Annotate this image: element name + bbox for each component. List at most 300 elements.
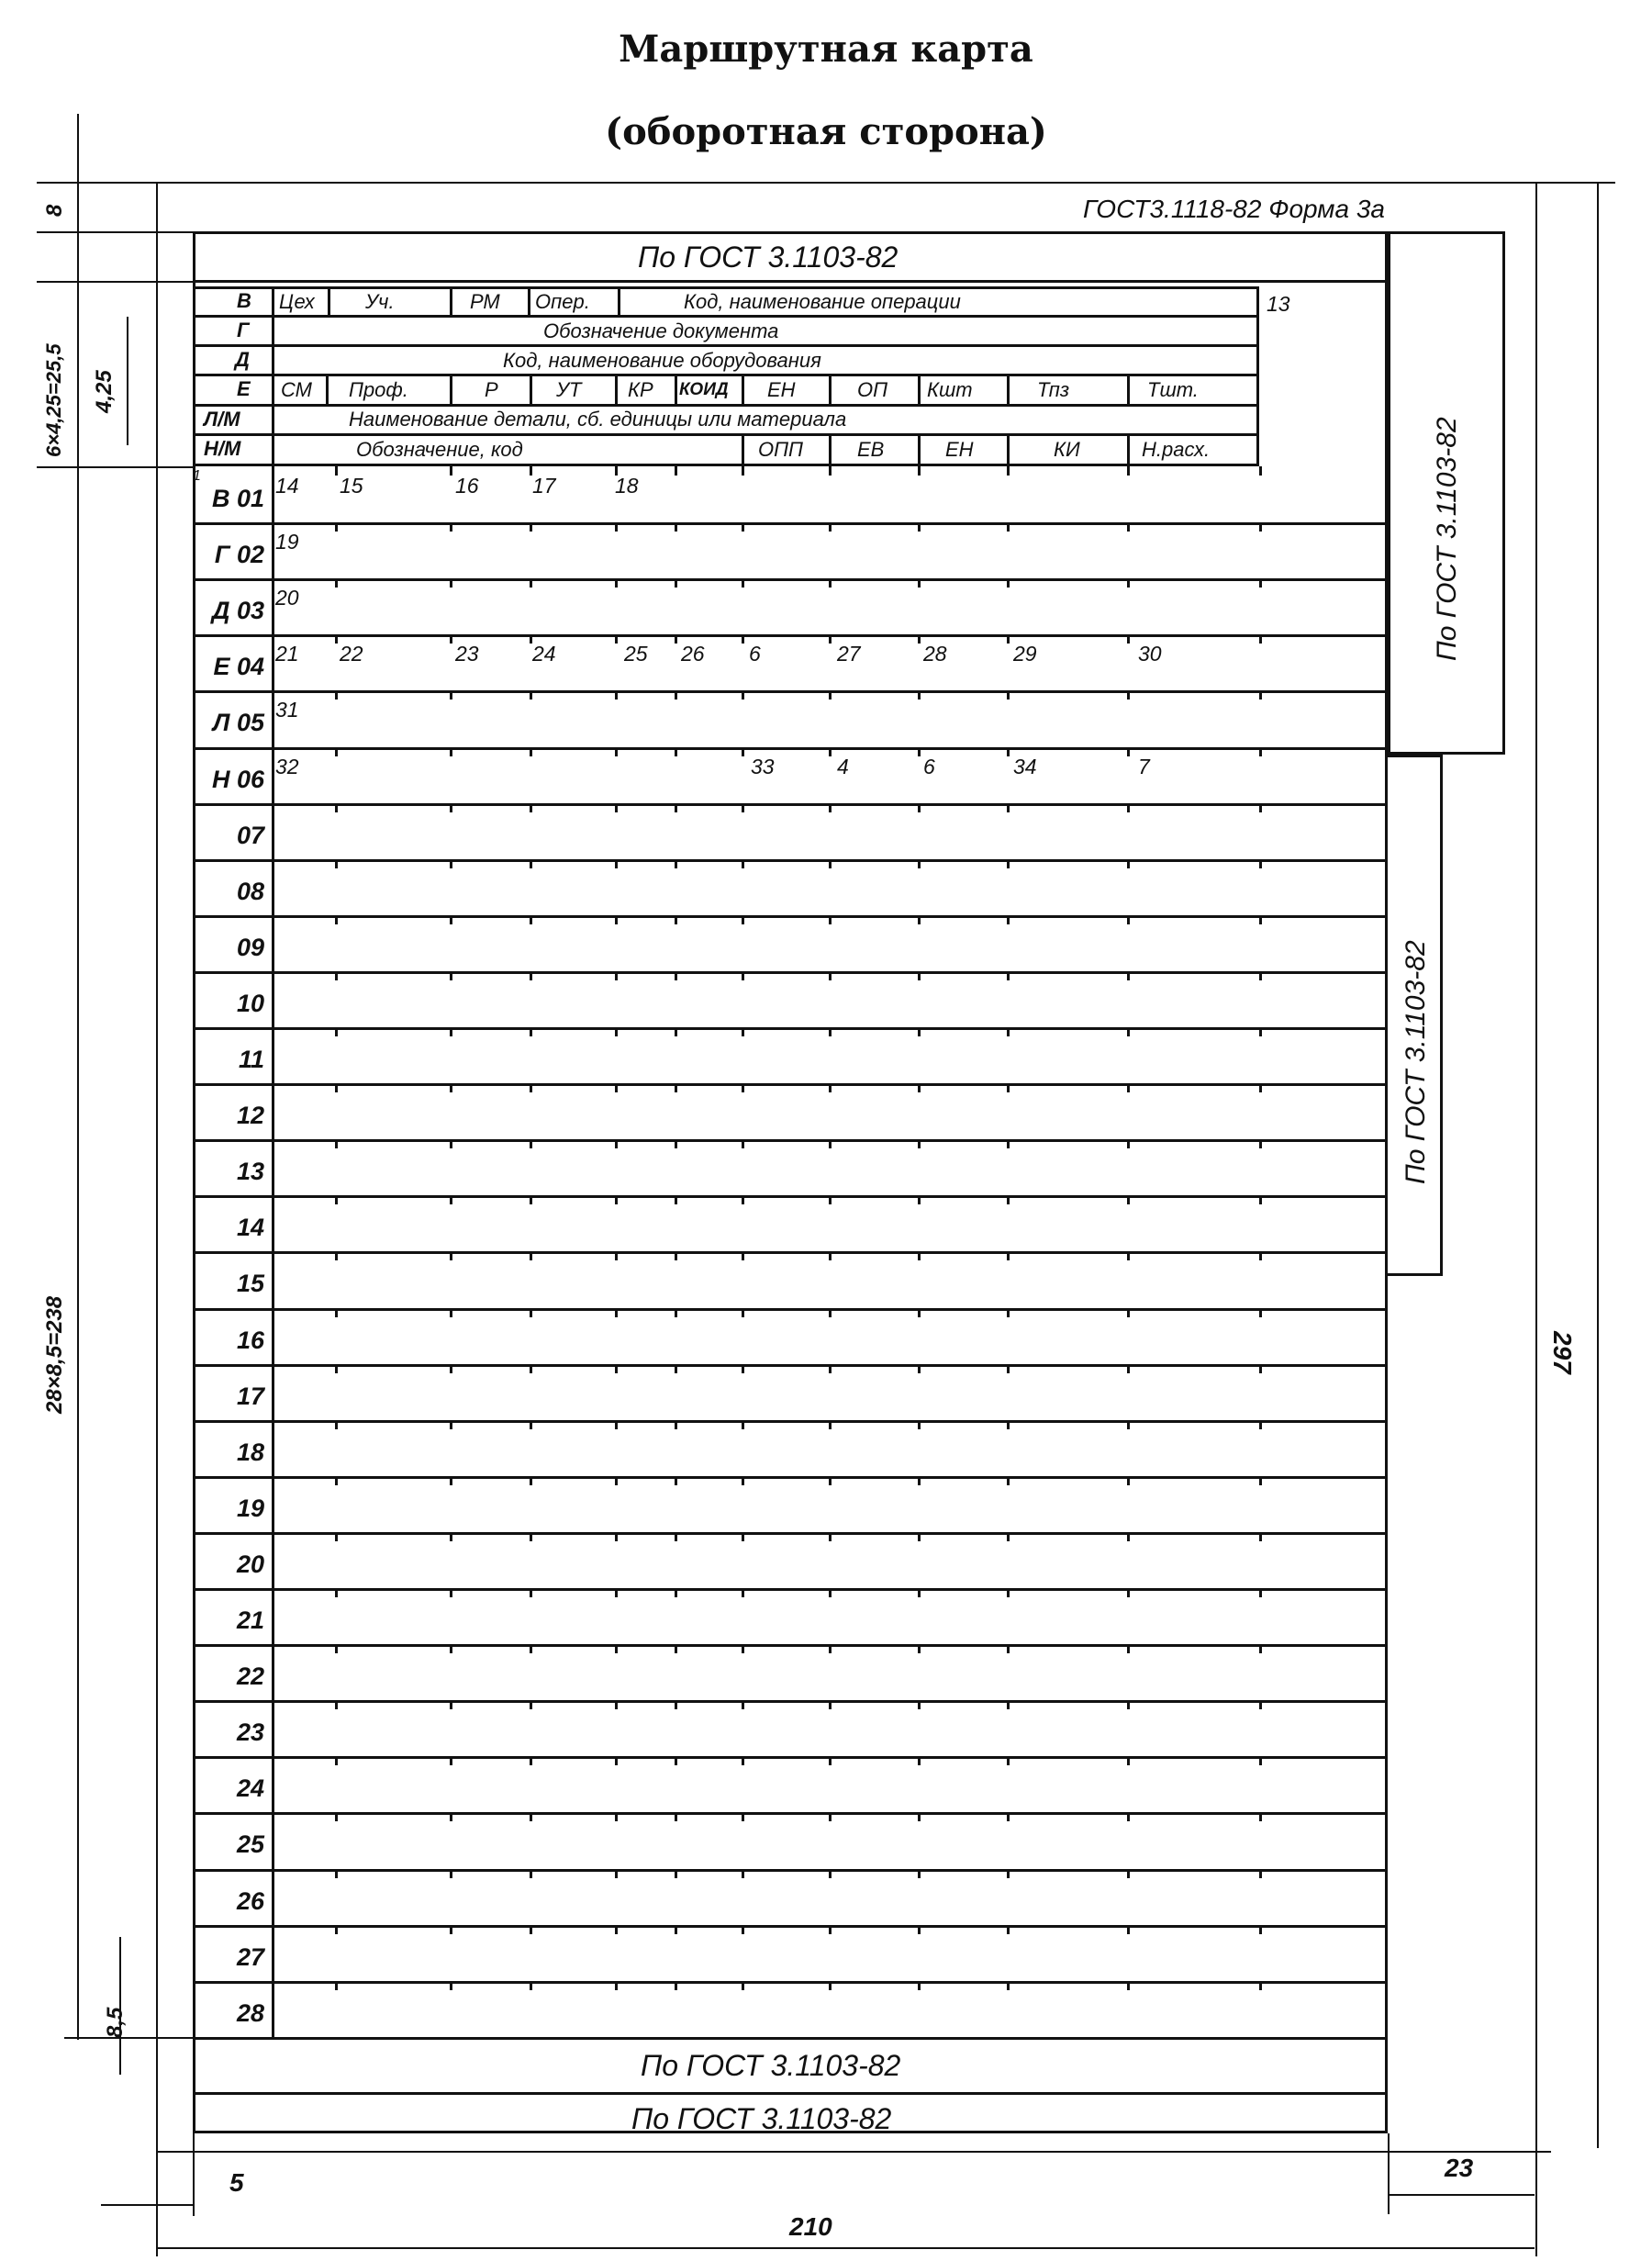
field-number: 27 (837, 642, 861, 666)
header-oper: Опер. (535, 290, 590, 313)
row-tick (675, 915, 677, 924)
row-tick (742, 1812, 744, 1821)
row-tick (1259, 578, 1262, 588)
frame-bottom-line (156, 2151, 1551, 2153)
row-tick (450, 1925, 452, 1934)
row-tick (829, 1364, 832, 1373)
dim-row-height-small: 4,25 (92, 370, 117, 413)
row-tick (918, 1700, 921, 1709)
row-tick (675, 1476, 677, 1485)
row-tick (615, 1364, 618, 1373)
row-label: 09 (236, 934, 264, 961)
row-tick (829, 1981, 832, 1990)
row-tick (829, 1083, 832, 1092)
row-line (193, 1083, 1388, 1086)
row-tick (335, 1308, 338, 1317)
row-line (193, 747, 1388, 750)
row-tick (742, 1476, 744, 1485)
header-en: ЕН (767, 378, 796, 401)
field-number: 4 (837, 755, 849, 778)
row-tick (742, 1925, 744, 1934)
row-tick (1007, 634, 1010, 644)
row-tick (450, 690, 452, 700)
row-tick (1007, 915, 1010, 924)
row-tick (615, 634, 618, 644)
row-label: 08 (236, 878, 264, 905)
header-oper-name: Код, наименование операции (684, 290, 961, 313)
row-tick (918, 1588, 921, 1597)
row-tick (1127, 1756, 1130, 1765)
bottom-block-1-text: По ГОСТ 3.1103-82 (641, 2049, 901, 2082)
row-tick (742, 1532, 744, 1541)
row-tick (675, 466, 677, 476)
field-number: 24 (532, 642, 556, 666)
field-number: 28 (923, 642, 947, 666)
dim-left-margin-line (101, 2204, 193, 2206)
header-row-line (193, 315, 1259, 318)
row-tick (918, 1027, 921, 1036)
row-tick (1259, 1644, 1262, 1653)
cell-divider (918, 434, 921, 465)
row-tick (615, 1532, 618, 1541)
row-tick (742, 1756, 744, 1765)
header-ev: ЕВ (857, 438, 885, 461)
row-tick (675, 1532, 677, 1541)
row-tick (675, 1364, 677, 1373)
row-tick (335, 1420, 338, 1429)
row-tick (829, 466, 832, 476)
header-letter-nm: Н/М (204, 437, 241, 460)
dim-right-strip-edge (1388, 2133, 1390, 2214)
field-number: 16 (455, 474, 479, 498)
row-tick (742, 522, 744, 532)
row-tick (675, 634, 677, 644)
row-tick (742, 466, 744, 476)
row-tick (1007, 1925, 1010, 1934)
row-tick (450, 1532, 452, 1541)
row-tick (1127, 859, 1130, 868)
row-tick (918, 971, 921, 980)
row-tick (742, 859, 744, 868)
row-line (193, 859, 1388, 862)
row-tick (675, 1420, 677, 1429)
row-tick (918, 466, 921, 476)
row-tick (615, 1195, 618, 1204)
header-field-13: 13 (1267, 292, 1290, 316)
row-tick (675, 1869, 677, 1878)
row-tick (530, 1027, 532, 1036)
row-tick (675, 1308, 677, 1317)
row-tick (1259, 1476, 1262, 1485)
row-tick (918, 747, 921, 756)
row-tick (829, 634, 832, 644)
row-tick (450, 522, 452, 532)
header-row-line (193, 404, 1259, 407)
row-tick (335, 803, 338, 812)
row-tick (1127, 1532, 1130, 1541)
row-tick (530, 1588, 532, 1597)
row-tick (1259, 1027, 1262, 1036)
row-tick (530, 1812, 532, 1821)
row-tick (1127, 1420, 1130, 1429)
row-tick (335, 1869, 338, 1878)
row-tick (1259, 1364, 1262, 1373)
row-tick (829, 971, 832, 980)
cell-divider (528, 286, 530, 316)
row-tick (1007, 1532, 1010, 1541)
row-line (193, 1700, 1388, 1703)
row-tick (1007, 1869, 1010, 1878)
row-tick (742, 971, 744, 980)
row-tick (675, 1588, 677, 1597)
header-row-line (193, 344, 1259, 347)
header-equipment: Код, наименование оборудования (503, 349, 821, 372)
bottom-block-divider (193, 2092, 1388, 2095)
row-tick (1259, 690, 1262, 700)
row-tick (450, 1420, 452, 1429)
row-tick (1127, 1588, 1130, 1597)
row-tick (742, 1588, 744, 1597)
side-block-lower-text: По ГОСТ 3.1103-82 (1401, 940, 1431, 1184)
row-tick (1127, 747, 1130, 756)
row-tick (335, 1195, 338, 1204)
row-tick (615, 1308, 618, 1317)
row-tick (675, 1139, 677, 1148)
row-tick (675, 1756, 677, 1765)
row-tick (1259, 1139, 1262, 1148)
header-letter-d: Д (235, 348, 250, 371)
row-tick (742, 803, 744, 812)
field-number: 22 (340, 642, 363, 666)
row-tick (742, 1420, 744, 1429)
field-number: 25 (624, 642, 648, 666)
frame-top-line (156, 182, 1615, 184)
row-label: 25 (236, 1830, 264, 1858)
row-tick (1007, 1644, 1010, 1653)
row-tick (1259, 1981, 1262, 1990)
row-tick (829, 1925, 832, 1934)
row-tick (675, 1812, 677, 1821)
row-tick (615, 1869, 618, 1878)
row-tick (1259, 1925, 1262, 1934)
row-tick (615, 1756, 618, 1765)
field-number: 6 (749, 642, 761, 666)
row-tick (918, 1139, 921, 1148)
row-label: 27 (236, 1943, 264, 1971)
row-tick (1127, 803, 1130, 812)
row-line (193, 1027, 1388, 1030)
row-tick (742, 1251, 744, 1260)
row-tick (1127, 1812, 1130, 1821)
row-tick (742, 1195, 744, 1204)
row-tick (742, 1700, 744, 1709)
row-tick (450, 1027, 452, 1036)
row-tick (918, 1644, 921, 1653)
header-tsht: Тшт. (1147, 378, 1199, 401)
row-tick (530, 859, 532, 868)
row-tick (1259, 1195, 1262, 1204)
row-tick (918, 1420, 921, 1429)
row-tick (335, 971, 338, 980)
dim-total-height: 297 (1548, 1331, 1577, 1374)
row-tick (530, 915, 532, 924)
bottom-block-top-line (193, 2037, 1388, 2040)
row-tick (615, 1139, 618, 1148)
row-tick (1007, 1027, 1010, 1036)
row-tick (829, 1027, 832, 1036)
row-line (193, 1532, 1388, 1535)
row-tick (335, 859, 338, 868)
row-label: 15 (236, 1270, 264, 1297)
header-opp: ОПП (758, 438, 803, 461)
row-tick (615, 1027, 618, 1036)
row-tick (1127, 1925, 1130, 1934)
row-tick (918, 859, 921, 868)
dim-left-margin-edge (193, 2133, 195, 2216)
row-tick (1007, 971, 1010, 980)
row-tick (1127, 578, 1130, 588)
row-tick (829, 1251, 832, 1260)
dim-small-row-line (127, 317, 128, 445)
cell-divider (918, 375, 921, 405)
row-tick (1007, 466, 1010, 476)
row-tick (1127, 915, 1130, 924)
row-label: 12 (236, 1102, 264, 1129)
row-tick (1007, 1139, 1010, 1148)
row-tick (335, 1756, 338, 1765)
row-line (193, 522, 1388, 525)
row-mark: 1 (193, 468, 201, 484)
row-tick (530, 1925, 532, 1934)
row-tick (675, 1195, 677, 1204)
cell-divider (1127, 434, 1130, 465)
row-tick (829, 578, 832, 588)
row-tick (1007, 1700, 1010, 1709)
row-label: 13 (236, 1158, 264, 1185)
dim-top-margin: 8 (42, 204, 67, 217)
row-tick (335, 1644, 338, 1653)
dim-body-height: 28×8,5=238 (42, 1295, 67, 1414)
row-tick (615, 747, 618, 756)
row-tick (335, 1476, 338, 1485)
row-tick (530, 1139, 532, 1148)
row-label: 11 (238, 1046, 264, 1073)
row-tick (675, 1083, 677, 1092)
row-tick (918, 1476, 921, 1485)
row-tick (615, 1981, 618, 1990)
row-label: 26 (236, 1887, 264, 1915)
row-tick (742, 1139, 744, 1148)
row-tick (742, 1869, 744, 1878)
page-subtitle: (оборотная сторона) (605, 110, 1047, 153)
row-tick (675, 1251, 677, 1260)
row-tick (450, 1700, 452, 1709)
row-tick (1127, 1139, 1130, 1148)
row-line (193, 1139, 1388, 1142)
row-tick (450, 1869, 452, 1878)
dim-right-strip: 23 (1445, 2154, 1474, 2182)
row-tick (829, 1812, 832, 1821)
row-tick (829, 1700, 832, 1709)
row-tick (615, 1420, 618, 1429)
row-tick (1127, 1869, 1130, 1878)
row-tick (1259, 1308, 1262, 1317)
row-line (193, 1476, 1388, 1479)
row-tick (1007, 1981, 1010, 1990)
header-part-name: Наименование детали, сб. единицы или материала (349, 408, 847, 431)
row-line (193, 915, 1388, 918)
label-column-line (272, 466, 274, 2038)
field-number: 6 (923, 755, 935, 778)
row-label: Е 04 (213, 653, 264, 680)
dim-left-margin: 5 (229, 2168, 244, 2197)
row-tick (742, 747, 744, 756)
cell-divider (1127, 375, 1130, 405)
row-tick (335, 1700, 338, 1709)
row-tick (530, 1083, 532, 1092)
row-label: Н 06 (211, 766, 264, 793)
row-tick (742, 634, 744, 644)
row-tick (829, 1644, 832, 1653)
row-tick (918, 1756, 921, 1765)
row-tick (918, 1869, 921, 1878)
row-tick (1127, 1027, 1130, 1036)
row-tick (335, 1139, 338, 1148)
row-tick (829, 522, 832, 532)
row-tick (450, 915, 452, 924)
row-tick (675, 522, 677, 532)
row-tick (918, 1981, 921, 1990)
row-tick (675, 690, 677, 700)
row-tick (615, 1925, 618, 1934)
row-tick (1007, 1195, 1010, 1204)
dim-width-line (158, 2247, 1535, 2249)
field-number: 29 (1013, 642, 1037, 666)
row-tick (530, 747, 532, 756)
row-label: 22 (236, 1662, 264, 1690)
dim-row-height: 8,5 (103, 2007, 128, 2038)
row-tick (615, 1644, 618, 1653)
top-block-text: По ГОСТ 3.1103-82 (638, 241, 899, 274)
header-row-line (193, 374, 1259, 376)
row-line (193, 1251, 1388, 1254)
row-tick (1007, 1083, 1010, 1092)
row-tick (335, 1812, 338, 1821)
row-tick (1259, 971, 1262, 980)
row-tick (335, 578, 338, 588)
row-label: 24 (236, 1774, 264, 1802)
header-letter-g: Г (237, 319, 250, 341)
row-label: 16 (236, 1326, 264, 1354)
row-tick (829, 1756, 832, 1765)
header-letter-e: Е (237, 377, 251, 400)
row-label: 18 (236, 1438, 264, 1466)
header-kr: КР (628, 378, 653, 401)
field-number: 20 (275, 586, 299, 610)
row-line (193, 578, 1388, 581)
cell-divider (829, 434, 832, 465)
row-tick (675, 859, 677, 868)
row-line (193, 1420, 1388, 1423)
field-number: 30 (1138, 642, 1162, 666)
row-label: В 01 (211, 485, 264, 512)
row-tick (1007, 1812, 1010, 1821)
header-row-line (193, 433, 1259, 436)
cell-divider (450, 286, 452, 316)
row-tick (918, 1195, 921, 1204)
row-tick (675, 971, 677, 980)
header-doc-designation: Обозначение документа (543, 319, 779, 342)
row-tick (1127, 1083, 1130, 1092)
row-tick (530, 522, 532, 532)
row-tick (450, 1476, 452, 1485)
row-tick (530, 1981, 532, 1990)
field-number: 7 (1138, 755, 1150, 778)
row-tick (1259, 466, 1262, 476)
row-tick (829, 747, 832, 756)
row-line (193, 1364, 1388, 1367)
dim-right-height-line (1597, 184, 1599, 2148)
cell-divider (1007, 375, 1010, 405)
row-tick (615, 1588, 618, 1597)
row-label: 07 (236, 822, 264, 849)
row-line (193, 634, 1388, 637)
row-tick (918, 1925, 921, 1934)
row-tick (829, 803, 832, 812)
row-tick (450, 578, 452, 588)
header-ut: УТ (556, 378, 582, 401)
row-tick (1007, 1364, 1010, 1373)
row-tick (450, 1083, 452, 1092)
row-tick (335, 1981, 338, 1990)
row-tick (829, 859, 832, 868)
dim-right-strip-line (1388, 2194, 1535, 2196)
row-line (193, 1812, 1388, 1815)
row-tick (450, 1308, 452, 1317)
row-tick (450, 1195, 452, 1204)
row-tick (1259, 1532, 1262, 1541)
row-tick (615, 915, 618, 924)
row-line (193, 971, 1388, 974)
row-tick (1127, 1308, 1130, 1317)
row-tick (1127, 1251, 1130, 1260)
field-number: 32 (275, 755, 299, 778)
dim-tick (37, 466, 193, 468)
row-tick (829, 1476, 832, 1485)
form-label: ГОСТ3.1118-82 Форма 3а (1083, 195, 1385, 223)
field-number: 26 (681, 642, 705, 666)
row-tick (829, 1420, 832, 1429)
row-tick (1259, 1251, 1262, 1260)
row-tick (530, 1251, 532, 1260)
row-line (193, 1925, 1388, 1928)
row-tick (450, 1981, 452, 1990)
row-tick (1127, 466, 1130, 476)
header-koid: КОИД (679, 380, 729, 399)
row-tick (1259, 1756, 1262, 1765)
row-tick (1007, 747, 1010, 756)
row-tick (1259, 803, 1262, 812)
row-tick (450, 1812, 452, 1821)
header-ki: КИ (1054, 438, 1080, 461)
row-tick (918, 1308, 921, 1317)
header-r: Р (485, 378, 498, 401)
row-tick (1259, 747, 1262, 756)
row-tick (742, 1364, 744, 1373)
row-tick (530, 1644, 532, 1653)
row-tick (1127, 1981, 1130, 1990)
row-tick (615, 578, 618, 588)
